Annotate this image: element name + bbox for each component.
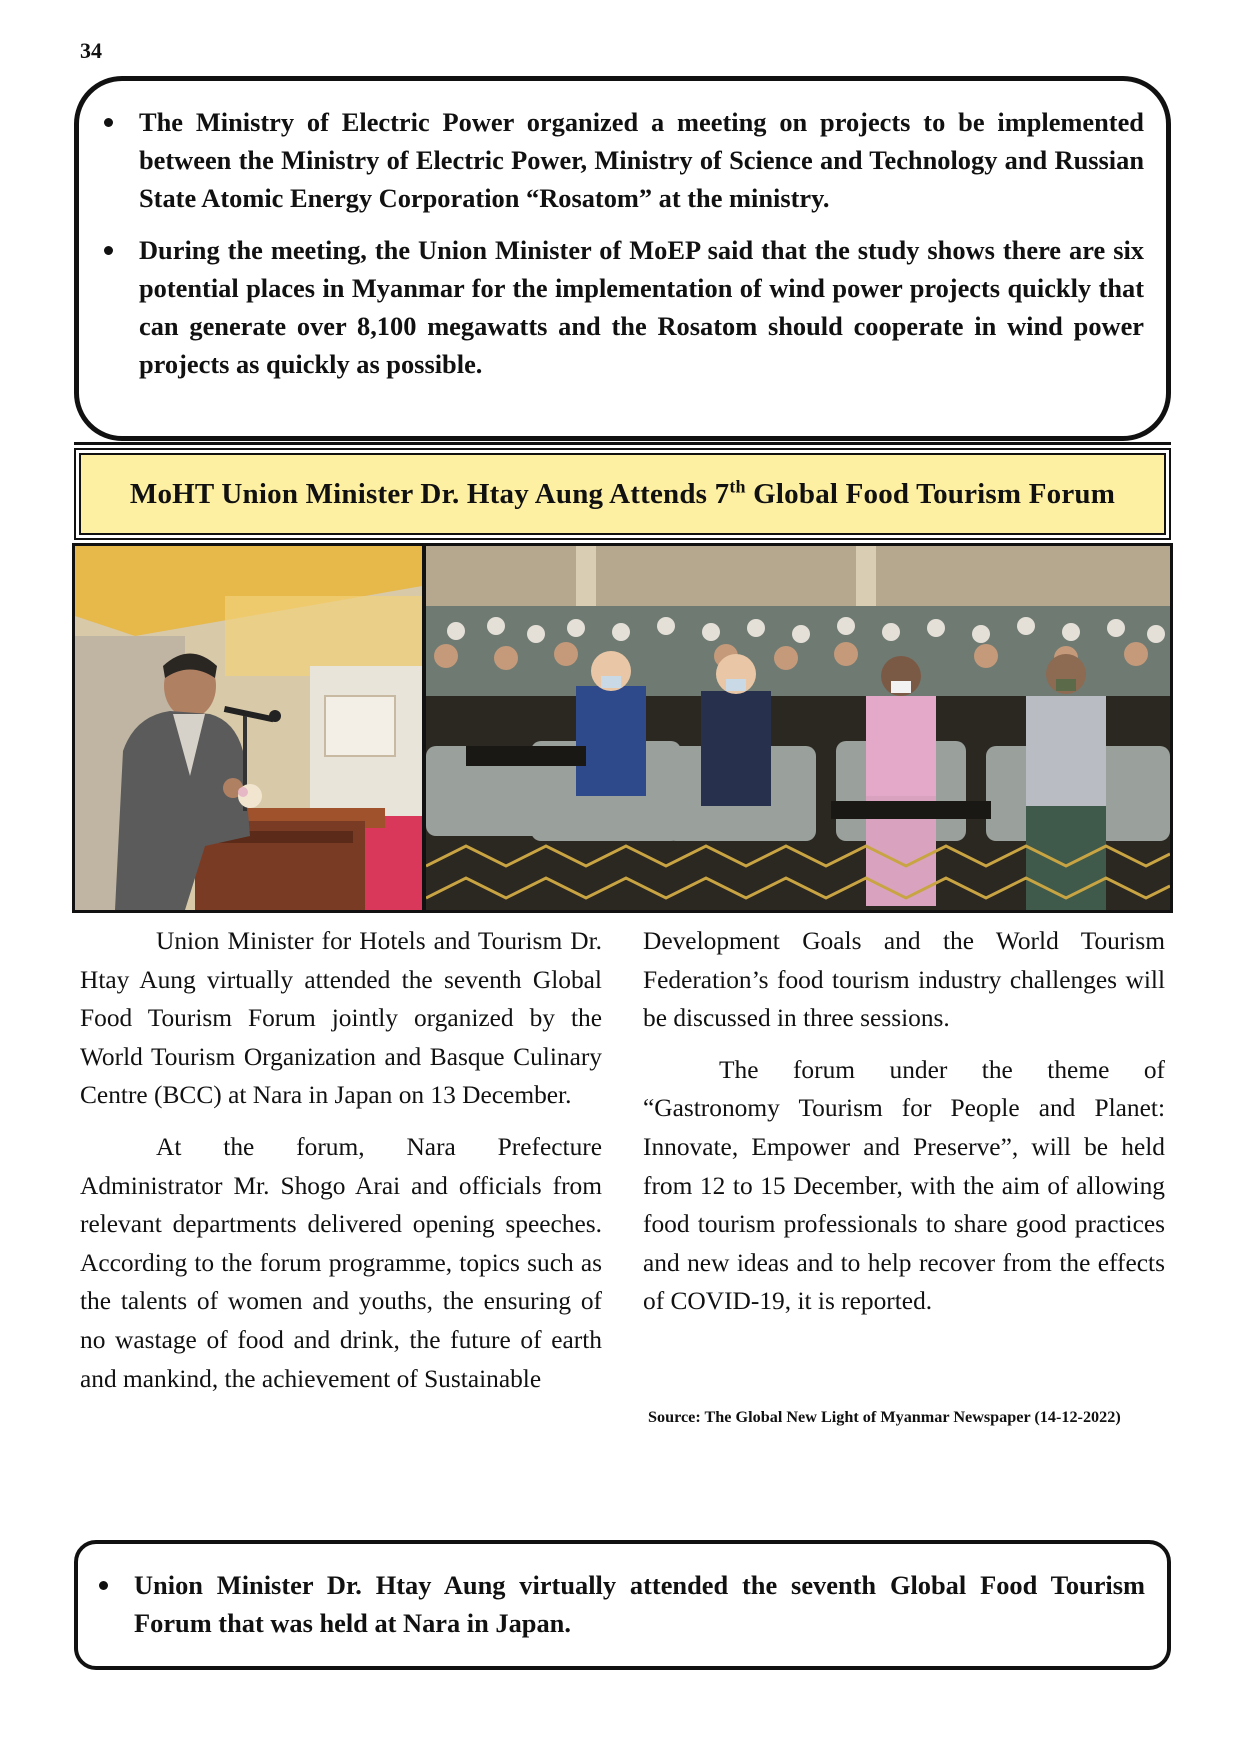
article-column-left: [80, 922, 602, 1411]
summary-bullet: [101, 103, 1144, 217]
article-headline: [129, 475, 1116, 511]
article-paragraph: At the forum, Nara Prefecture Administrator Mr. Shogo Arai and officials from relevant departments delivered opening speeches. According to the forum programme, topics such as the talents of women and youths, the ensuring of no wastage of food and drink, the future of earth and mankind, the achievement of Sustainable: [80, 1132, 602, 1393]
footer-bullet-text: Union Minister Dr. Htay Aung virtually attended the seventh Global Food Tourism Forum that was held at Nara in Japan.: [134, 1570, 1145, 1638]
headline-text-end: Global Food Tourism Forum: [745, 477, 1116, 510]
bullet-dot-icon: [99, 1581, 108, 1590]
photo-strip: [72, 543, 1173, 913]
source-citation: Source: The Global New Light of Myanmar Newspaper (14-12-2022): [648, 1408, 1121, 1426]
bullet-dot-icon: [104, 246, 113, 255]
audience-photo: [426, 546, 1170, 910]
summary-bullet-text: The Ministry of Electric Power organized a meeting on projects to be implemented between the Ministry of Electric Power, Ministry of Science and Technology and Russian State Atomic Energy Corporation “Rosatom” at the ministry.: [139, 107, 1144, 213]
page-number: 34: [80, 38, 102, 63]
article-paragraph: Development Goals and the World Tourism Federation’s food tourism industry challenges will be discussed in three sessions.: [643, 927, 1165, 1033]
bullet-dot-icon: [104, 118, 113, 127]
article-column-right: [643, 922, 1165, 1334]
summary-box: [74, 76, 1171, 441]
footer-summary-box: [74, 1540, 1171, 1670]
article-paragraph: The forum under the theme of “Gastronomy Tourism for People and Planet: Innovate, Empower and Preserve”, will be held from 12 to 15 December, with the aim of allowing food tourism professionals to share good practices and new ideas and to help recover from the effects of COVID-19, it is reported.: [643, 1055, 1165, 1316]
speaker-at-podium-photo: [75, 546, 422, 910]
headline-superscript: th: [729, 475, 746, 496]
footer-bullet: [96, 1566, 1145, 1642]
article-paragraph: Union Minister for Hotels and Tourism Dr. Htay Aung virtually attended the seventh Global Food Tourism Forum jointly organized by the World Tourism Organization and Basque Culinary Centre (BCC) at Nara in Japan on 13 December.: [80, 927, 602, 1110]
summary-bullet: [101, 231, 1144, 383]
summary-bullet-text: During the meeting, the Union Minister of MoEP said that the study shows there are six potential places in Myanmar for the implementation of wind power projects quickly that can generate over 8,100 megawatts and the Rosatom should cooperate in wind power projects as quickly as possible.: [139, 235, 1144, 379]
headline-band: [74, 448, 1171, 540]
headline-text: MoHT Union Minister Dr. Htay Aung Attends 7: [129, 477, 730, 510]
speaker-photo-illustration: [75, 546, 422, 910]
audience-photo-illustration: [426, 546, 1170, 910]
summary-bullet-list: [101, 103, 1144, 383]
footer-bullet-list: [96, 1566, 1145, 1642]
